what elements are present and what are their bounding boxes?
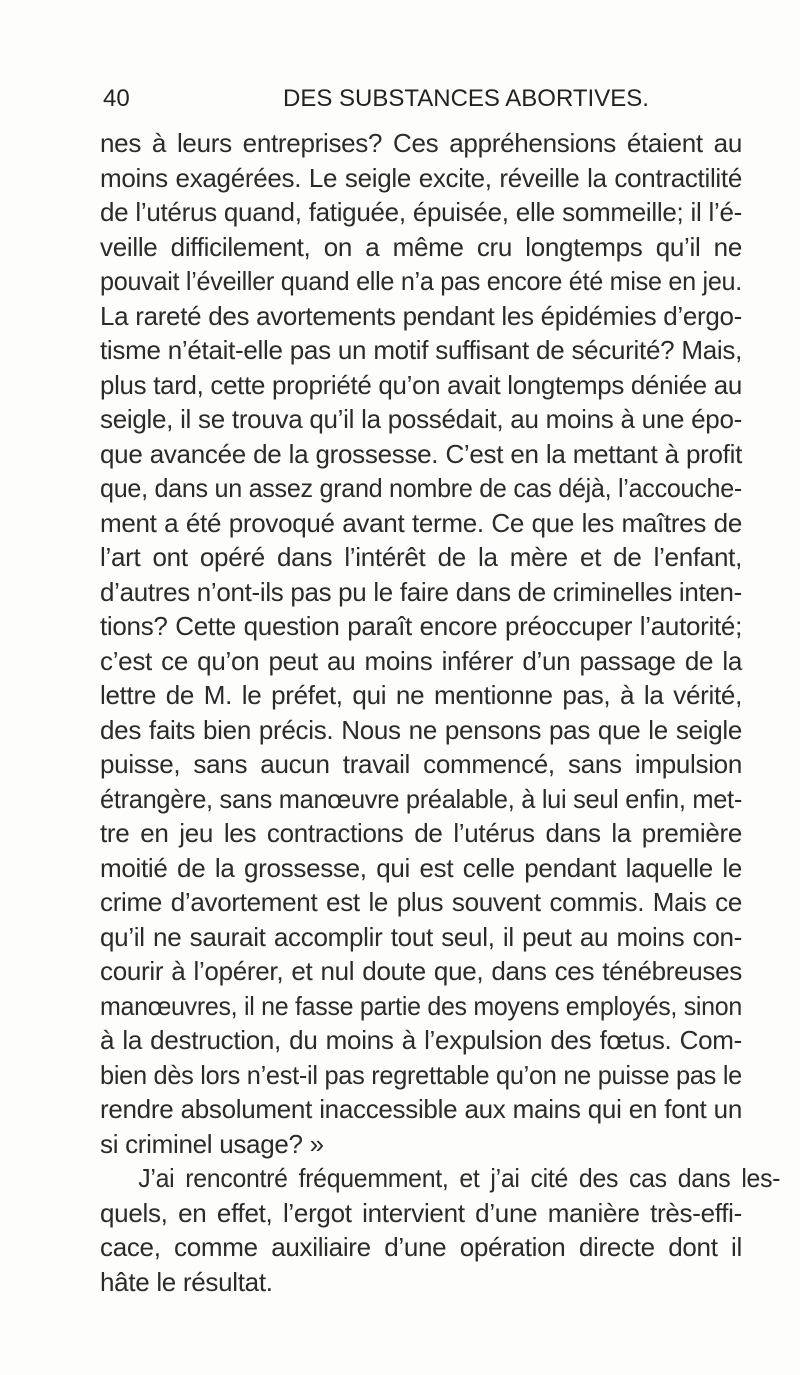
text-line: plus tard, cette propriété qu’on avait longtemps déniée au: [100, 369, 743, 400]
text-line: ment a été provoqué avant terme. Ce que les maîtres de: [100, 507, 742, 538]
text-line: que avancée de la grossesse. C’est en la mettant à profit: [100, 438, 742, 469]
text-line: étrangère, sans manœuvre préalable, à lui seul enfin, met-: [100, 783, 742, 814]
text-line: J’ai rencontré fréquemment, et j’ai cité des cas dans les-: [138, 1163, 781, 1193]
text-line: veille difficilement, on a même cru longtemps qu’il ne: [100, 231, 742, 262]
text-line: moitié de la grossesse, qui est celle pendant laquelle le: [100, 852, 742, 883]
text-line: bien dès lors n’est-il pas regrettable qu’on ne puisse pas le: [100, 1059, 742, 1090]
text-line: cace, comme auxiliaire d’une opération directe dont il: [100, 1232, 742, 1262]
text-line: tions? Cette question paraît encore préoccuper l’autorité;: [100, 611, 742, 641]
text-line: l’art ont opéré dans l’intérêt de la mère et de l’enfant,: [100, 542, 742, 572]
page-number: 40: [103, 85, 130, 112]
text-line: quels, en effet, l’ergot intervient d’une manière très-effi-: [100, 1197, 742, 1228]
text-line: pouvait l’éveiller quand elle n’a pas encore été mise en jeu.: [100, 266, 742, 296]
running-title: DES SUBSTANCES ABORTIVES.: [283, 85, 649, 112]
text-line: que, dans un assez grand nombre de cas déjà, l’accouche-: [100, 473, 742, 503]
text-line: c’est ce qu’on peut au moins inférer d’un passage de la: [100, 645, 742, 676]
text-line: qu’il ne saurait accomplir tout seul, il peut au moins con-: [100, 921, 742, 952]
text-line: si criminel usage? »: [100, 1128, 324, 1159]
text-line: puisse, sans aucun travail commencé, sans impulsion: [100, 749, 742, 779]
text-line: courir à l’opérer, et nul doute que, dans ces ténébreuses: [100, 956, 742, 986]
page-header: [103, 85, 743, 115]
text-line: moins exagérées. Le seigle excite, réveille la contractilité: [100, 162, 742, 193]
text-line: lettre de M. le préfet, qui ne mentionne pas, à la vérité,: [100, 680, 742, 710]
text-line: d’autres n’ont-ils pas pu le faire dans de criminelles inten-: [100, 576, 743, 607]
text-line: tisme n’était-elle pas un motif suffisant de sécurité? Mais,: [100, 335, 742, 365]
text-line: crime d’avortement est le plus souvent commis. Mais ce: [100, 887, 742, 917]
text-line: hâte le résultat.: [100, 1266, 273, 1297]
text-line: tre en jeu les contractions de l’utérus dans la première: [100, 818, 742, 848]
body-text: [100, 126, 781, 1299]
text-line: de l’utérus quand, fatiguée, épuisée, elle sommeille; il l’é-: [100, 197, 742, 227]
text-line: manœuvres, il ne fasse partie des moyens employés, sinon: [100, 990, 742, 1021]
text-line: des faits bien précis. Nous ne pensons pas que le seigle: [100, 714, 742, 745]
text-line: nes à leurs entreprises? Ces appréhensions étaient au: [100, 128, 742, 158]
text-line: seigle, il se trouva qu’il la possédait, au moins à une épo-: [100, 404, 742, 434]
text-line: La rareté des avortements pendant les épidémies d’ergo-: [100, 300, 742, 331]
text-line: à la destruction, du moins à l’expulsion des fœtus. Com-: [100, 1025, 742, 1055]
text-line: rendre absolument inaccessible aux mains qui en font un: [100, 1094, 742, 1124]
